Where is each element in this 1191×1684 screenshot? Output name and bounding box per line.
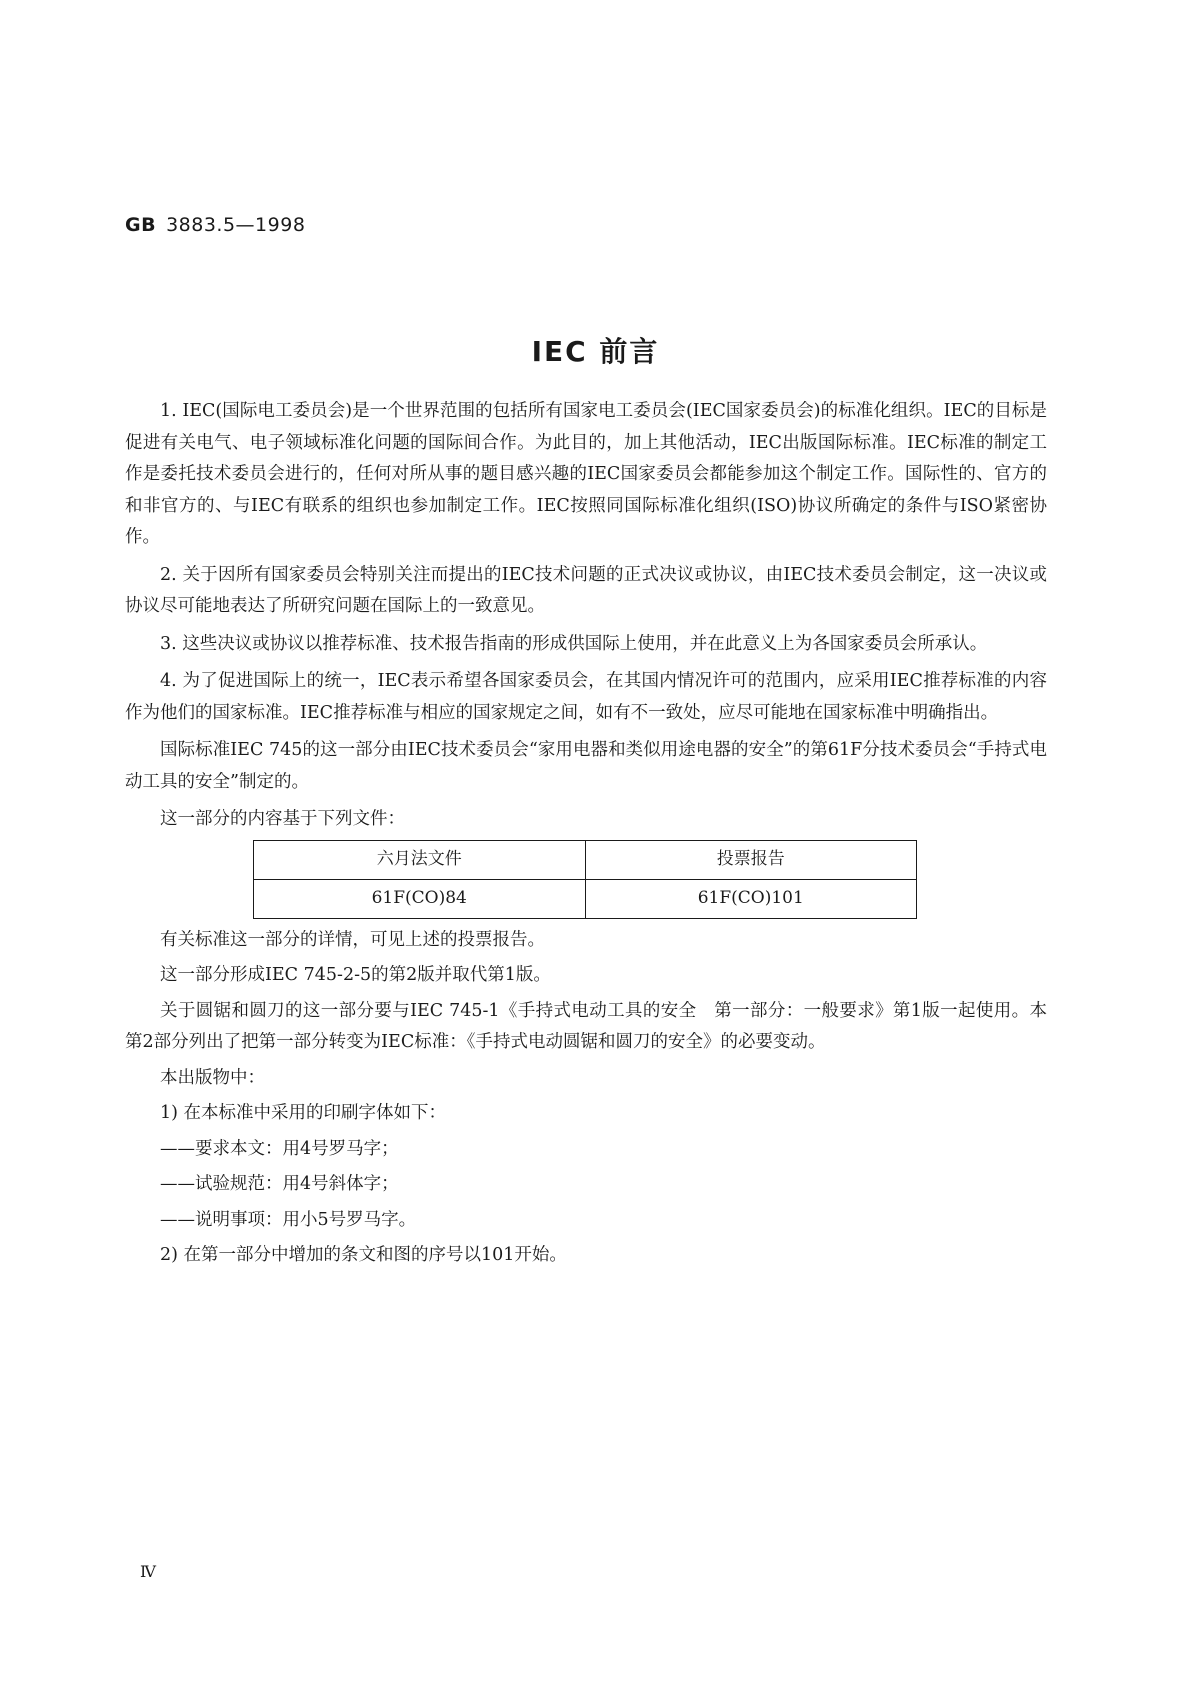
- standard-prefix: GB: [125, 214, 157, 236]
- table-row: [254, 879, 917, 918]
- paragraph-details: 有关标准这一部分的详情，可见上述的投票报告。: [160, 929, 545, 950]
- page-title: IEC 前言: [531, 335, 660, 368]
- paragraph-3: 3. 这些决议或协议以推荐标准、技术报告指南的形成供国际上使用，并在此意义上为各国家委员会所承认。: [160, 633, 988, 654]
- paragraph-basis: 这一部分的内容基于下列文件：: [160, 809, 405, 829]
- list-item: ——试验规范：用4号斜体字；: [160, 1174, 399, 1194]
- table-cell: 61F(CO)84: [254, 879, 586, 918]
- list-item: 2) 在第一部分中增加的条文和图的序号以101开始。: [160, 1245, 567, 1265]
- paragraph-4: 4. 为了促进国际上的统一，IEC表示希望各国家委员会，在其国内情况许可的范围内，应采用IEC推荐标准的内容作为他们的国家标准。IEC推荐标准与相应的国家规定之间，如有不一致处，应尽可能地在国家标准中明确指出。: [125, 671, 1047, 723]
- standard-code: 3883.5—1998: [166, 214, 306, 236]
- table-header-cell: 六月法文件: [254, 840, 586, 879]
- paragraph-publication: 本出版物中：: [160, 1067, 265, 1088]
- document-body: [125, 396, 1047, 1276]
- document-table: [253, 840, 917, 919]
- list-item: ——说明事项：用小5号罗马字。: [160, 1209, 417, 1230]
- table-cell: 61F(CO)101: [585, 879, 917, 918]
- page-number: Ⅳ: [140, 1562, 156, 1581]
- paragraph-2: 2. 关于因所有国家委员会特别关注而提出的IEC技术问题的正式决议或协议，由IEC技术委员会制定，这一决议或协议尽可能地表达了所研究问题在国际上的一致意见。: [125, 564, 1047, 616]
- table-header-cell: 投票报告: [585, 840, 917, 879]
- list-item: ——要求本文：用4号罗马字；: [160, 1138, 399, 1159]
- standard-number: [125, 214, 305, 236]
- paragraph-1: 1. IEC(国际电工委员会)是一个世界范围的包括所有国家电工委员会(IEC国家委员会)的标准化组织。IEC的目标是促进有关电气、电子领域标准化问题的国际间合作。为此目的，加上其他活动，IEC出版国际标准。IEC标准的制定工作是委托技术委员会进行的，任何对所从事的题目感兴趣的IEC国家委员会都能参加这个制定工作。国际性的、官方的和非官方的、与IEC有联系的组织也参加制定工作。IEC按照同国际标准化组织(ISO)协议所确定的条件与ISO紧密协作。: [125, 401, 1047, 547]
- table-header-row: [254, 840, 917, 879]
- paragraph-usage: 关于圆锯和圆刀的这一部分要与IEC 745-1《手持式电动工具的安全 第一部分：一般要求》第1版一起使用。本第2部分列出了把第一部分转变为IEC标准：《手持式电动圆锯和圆刀的安全》的必要变动。: [125, 1000, 1047, 1052]
- paragraph-scope: 国际标准IEC 745的这一部分由IEC技术委员会“家用电器和类似用途电器的安全”的第61F分技术委员会“手持式电动工具的安全”制定的。: [125, 740, 1047, 792]
- paragraph-edition: 这一部分形成IEC 745-2-5的第2版并取代第1版。: [160, 965, 551, 985]
- list-item: 1) 在本标准中采用的印刷字体如下：: [160, 1103, 447, 1123]
